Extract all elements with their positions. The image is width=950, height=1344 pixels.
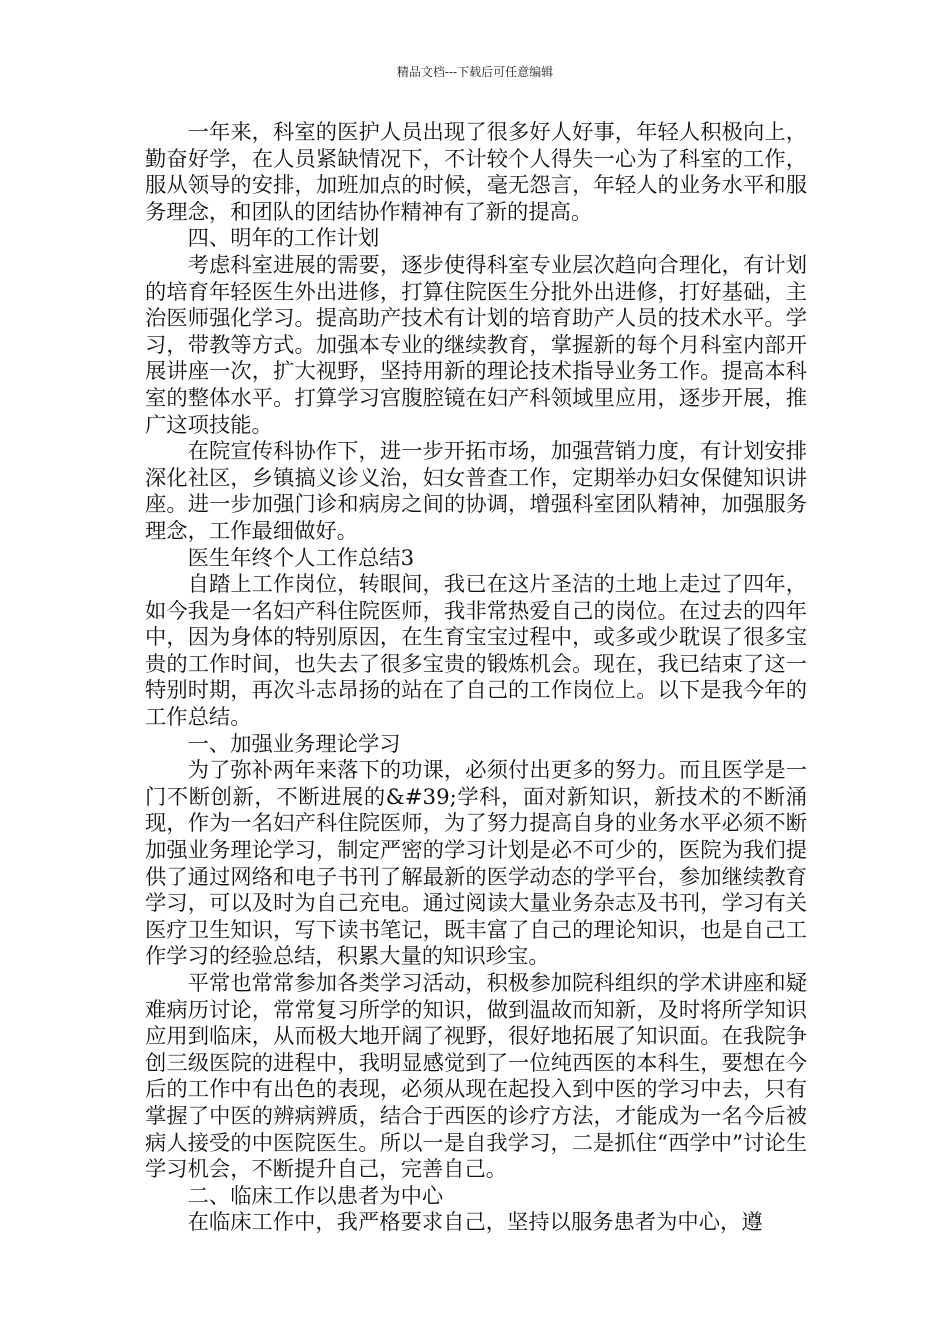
paragraph-introduction: 自踏上工作岗位，转眼间，我已在这片圣洁的土地上走过了四年，如今我是一名妇产科住院医师，我非常热爱自己的岗位。在过去的四年中，因为身体的特别原因，在生育宝宝过程中，或多或少耽误了很多宝贵的工作时间，也失去了很多宝贵的锻炼机会。现在，我已结束了这一特别时期，再次斗志昂扬的站在了自己的工作岗位上。以下是我今年的工作总结。 xyxy=(145,572,807,731)
page-header: 精品文档---下载后可任意编辑 xyxy=(396,65,554,79)
document-body xyxy=(145,120,807,1237)
paragraph-marketing: 在院宣传科协作下，进一步开拓市场，加强营销力度，有计划安排深化社区，乡镇搞义诊义治，妇女普查工作，定期举办妇女保健知识讲座。进一步加强门诊和病房之间的协调，增强科室团队精神，加强服务理念，工作最细做好。 xyxy=(145,439,807,544)
paragraph-team-spirit: 一年来，科室的医护人员出现了很多好人好事，年轻人积极向上，勤奋好学，在人员紧缺情况下，不计较个人得失一心为了科室的工作，服从领导的安排，加班加点的时候，毫无怨言，年轻人的业务水平和服务理念，和团队的团结协作精神有了新的提高。 xyxy=(145,120,807,225)
heading-patient-centered: 二、临床工作以患者为中心 xyxy=(187,1183,444,1209)
section-title-summary-3: 医生年终个人工作总结3 xyxy=(187,545,415,571)
paragraph-learning-activities: 平常也常常参加各类学习活动，积极参加院科组织的学术讲座和疑难病历讨论，常常复习所学的知识，做到温故而知新，及时将所学知识应用到临床，从而极大地开阔了视野，很好地拓展了知识面。在我院争创三级医院的进程中，我明显感觉到了一位纯西医的本科生，要想在今后的工作中有出色的表现，必须从现在起投入到中医的学习中去，只有掌握了中医的辨病辨质，结合于西医的诊疗方法，才能成为一名今后被病人接受的中医院医生。所以一是自我学习，二是抓住“西学中”讨论生学习机会，不断提升自己，完善自己。 xyxy=(145,971,807,1183)
paragraph-training-plan: 考虑科室进展的需要，逐步使得科室专业层次趋向合理化，有计划的培育年轻医生外出进修，打算住院医生分批外出进修，打好基础，主治医师强化学习。提高助产技术有计划的培育助产人员的技术水平。学习，带教等方式。加强本专业的继续教育，掌握新的每个月科室内部开展讲座一次，扩大视野，坚持用新的理论技术指导业务工作。提高本科室的整体水平。打算学习宫腹腔镜在妇产科领域里应用，逐步开展，推广这项技能。 xyxy=(145,252,807,438)
paragraph-clinical-work: 在临床工作中，我严格要求自己，坚持以服务患者为中心，遵 xyxy=(187,1210,763,1236)
paragraph-theory-study: 为了弥补两年来落下的功课，必须付出更多的努力。而且医学是一门不断创新，不断进展的&#39;学科，面对新知识，新技术的不断涌现，作为一名妇产科住院医师，为了努力提高自身的业务水平必须不断加强业务理论学习，制定严密的学习计划是必不可少的，医院为我们提供了通过网络和电子书刊了解最新的医学动态的学平台，参加继续教育学习，可以及时为自己充电。通过阅读大量业务杂志及书刊，学习有关医疗卫生知识，写下读书笔记，既丰富了自己的理论知识，也是自己工作学习的经验总结，积累大量的知识珍宝。 xyxy=(145,758,807,970)
heading-theory-study: 一、加强业务理论学习 xyxy=(187,731,401,757)
heading-next-year-plan: 四、明年的工作计划 xyxy=(187,226,380,252)
